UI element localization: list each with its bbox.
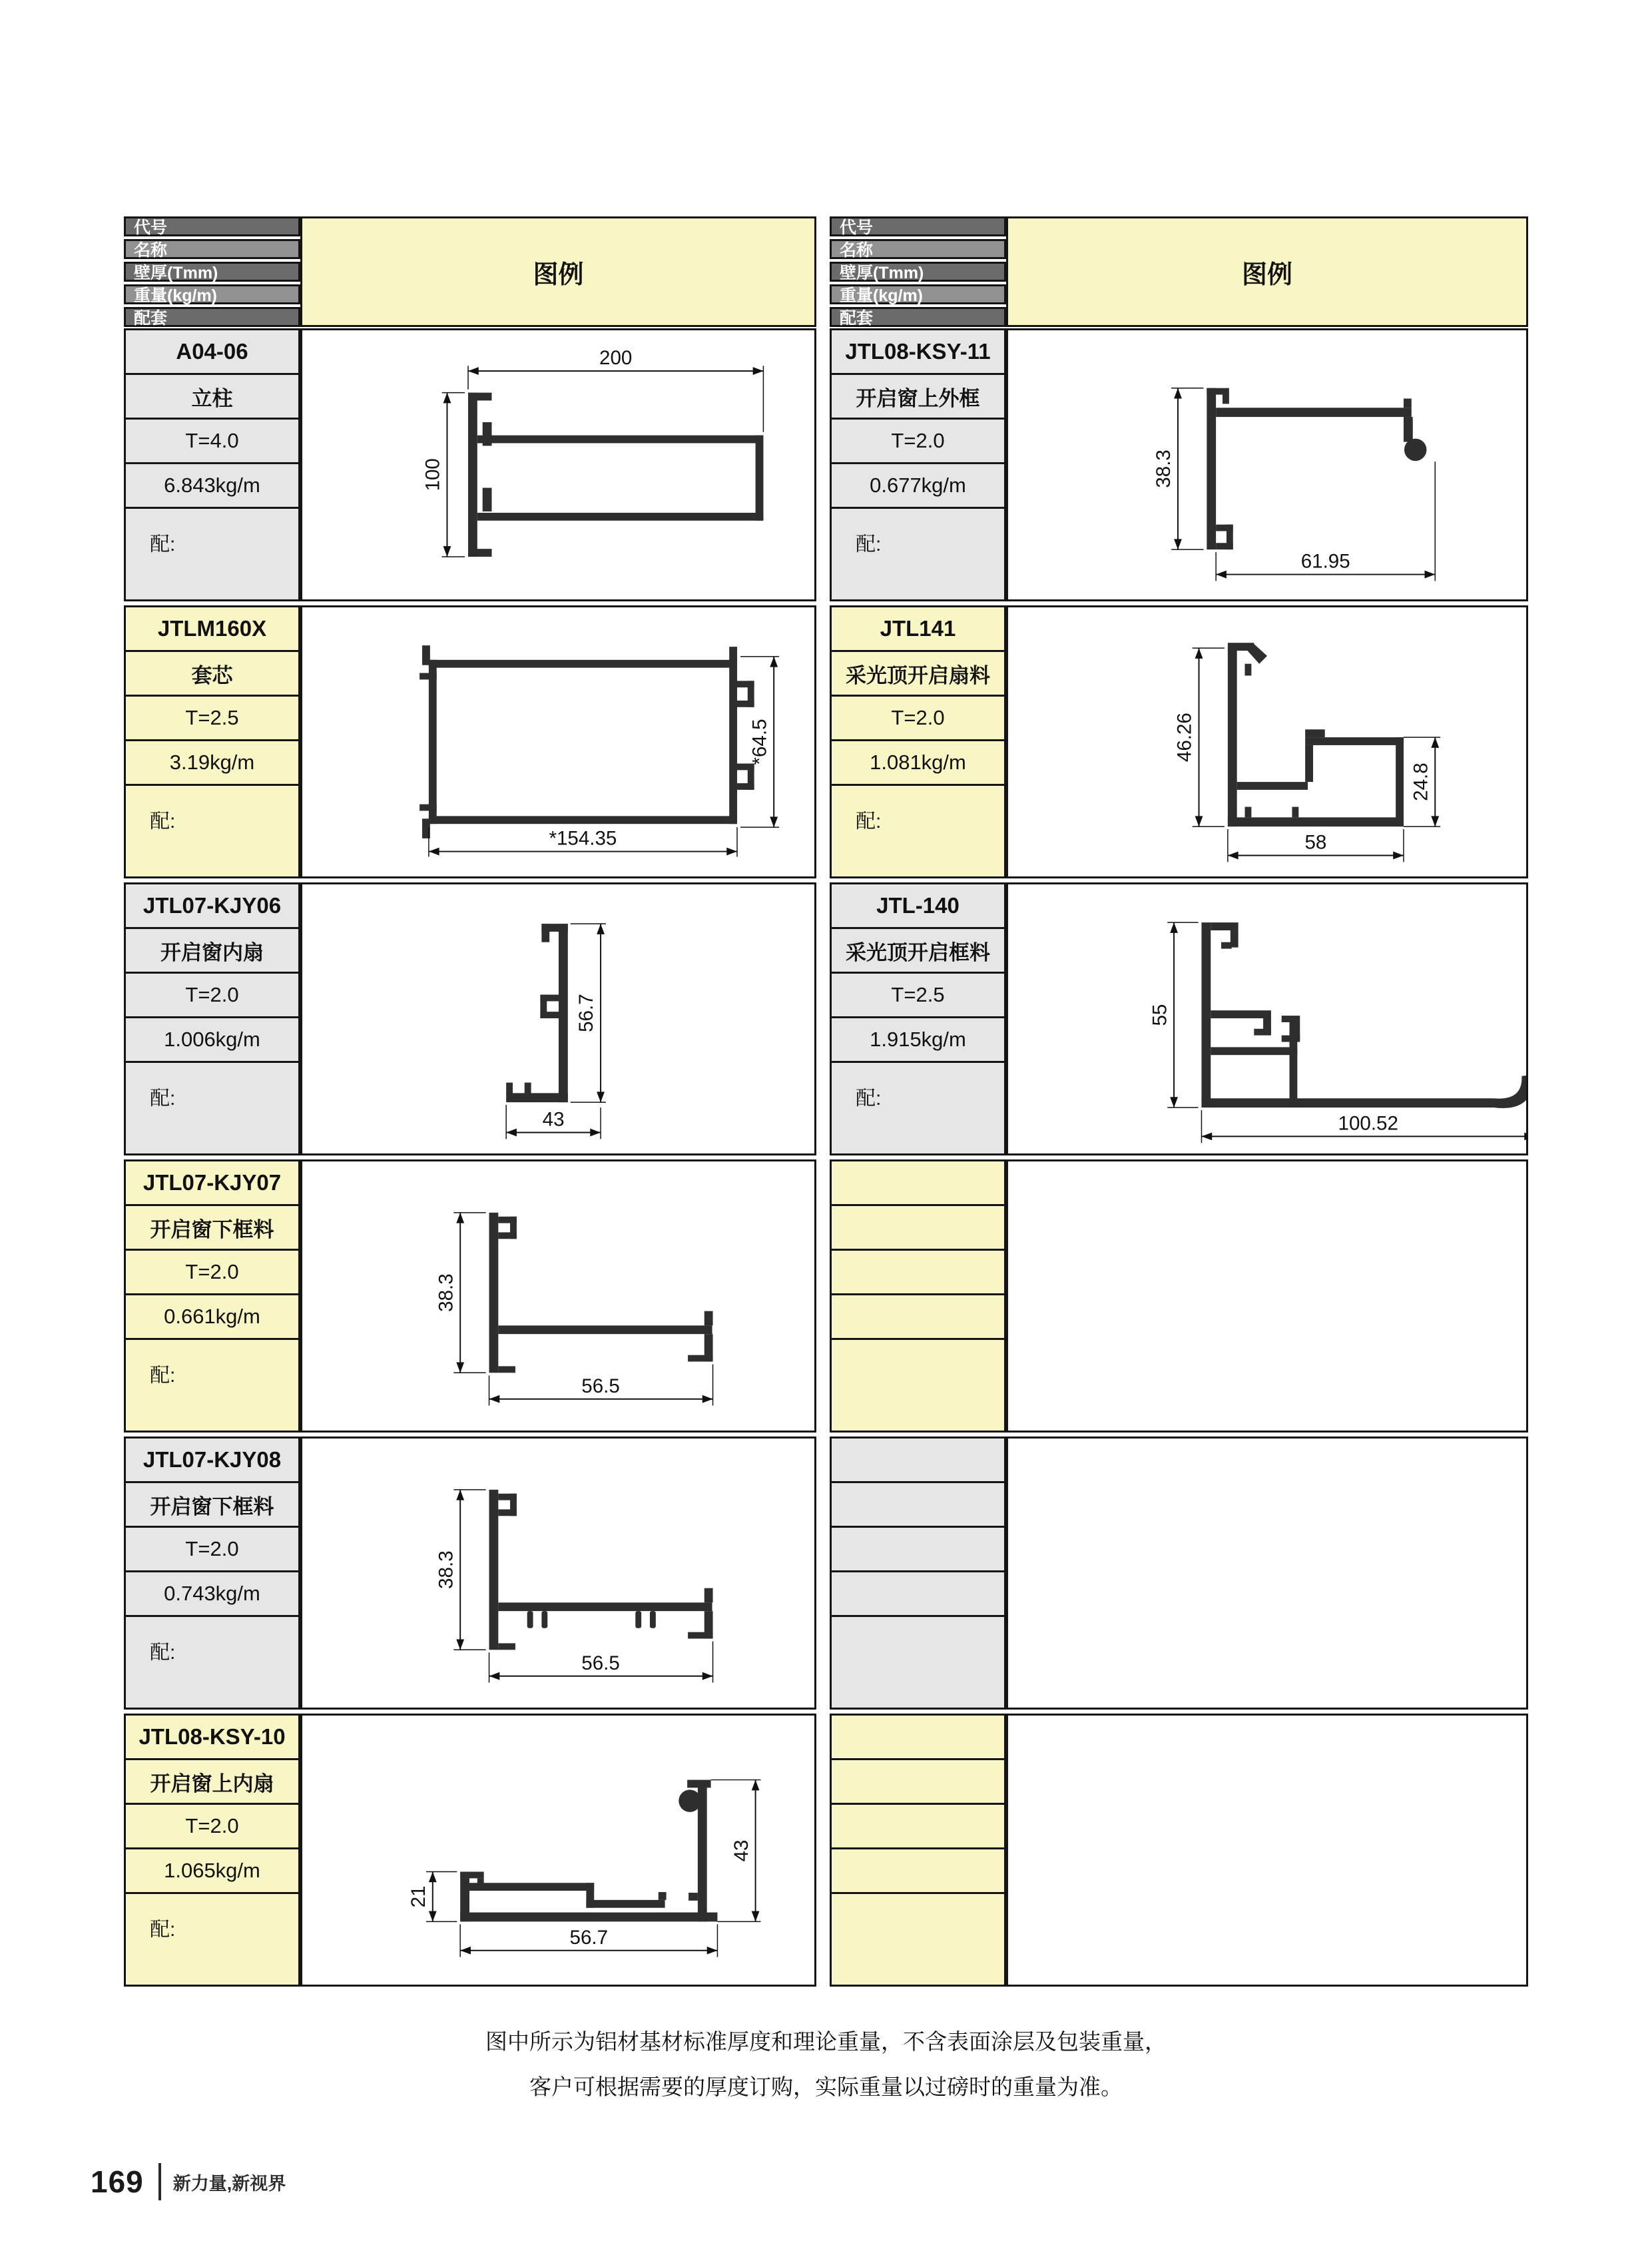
- profile-fit: [830, 1338, 1006, 1433]
- legend-header: 图例: [300, 216, 816, 327]
- footer-divider: [158, 2163, 161, 2200]
- profile-diagram: [300, 1437, 816, 1710]
- profile-code: JTL07-KJY06: [124, 882, 300, 929]
- profile-block-empty-2: [830, 1437, 1528, 1710]
- profile-block-a04-06: [124, 328, 816, 601]
- profile-code: [830, 1159, 1006, 1206]
- profile-fit: 配:: [124, 784, 300, 878]
- profile-code: JTL141: [830, 605, 1006, 652]
- profile-block-jtl07-kjy08: [124, 1437, 816, 1710]
- profile-name: [830, 1758, 1006, 1805]
- profile-diagram: [300, 882, 816, 1155]
- profile-weight: 1.081kg/m: [830, 739, 1006, 786]
- cross-section-drawing-jtl141: [1008, 607, 1526, 876]
- header-cell-thickness: 壁厚(Tmm): [830, 262, 1006, 282]
- profile-name: 开启窗内扇: [124, 927, 300, 974]
- profile-block-jtl07-kjy06: [124, 882, 816, 1155]
- profile-name: 采光顶开启扇料: [830, 650, 1006, 697]
- profile-thickness: T=4.0: [124, 418, 300, 464]
- profile-block-jtlm160x: [124, 605, 816, 878]
- profile-name: 开启窗上内扇: [124, 1758, 300, 1805]
- profile-fit: [830, 1615, 1006, 1710]
- profile-weight: 1.915kg/m: [830, 1016, 1006, 1063]
- profile-code: JTL07-KJY08: [124, 1437, 300, 1483]
- brand-slogan: 新力量,新视界: [172, 2173, 286, 2194]
- profile-thickness: T=2.0: [124, 972, 300, 1018]
- dim-height-right: 43: [730, 1839, 752, 1862]
- dim-height: *64.5: [748, 719, 771, 765]
- profile-fit: 配:: [124, 1338, 300, 1433]
- profile-fit: 配:: [124, 1061, 300, 1155]
- header-cell-name: 名称: [124, 239, 300, 259]
- profile-name: 开启窗下框料: [124, 1481, 300, 1528]
- dim-height: 38.3: [1153, 450, 1175, 488]
- header-cell-name: 名称: [830, 239, 1006, 259]
- profile-diagram: [300, 605, 816, 878]
- legend-header: 图例: [1006, 216, 1528, 327]
- profile-diagram-empty: [1006, 1159, 1528, 1433]
- profile-name: 套芯: [124, 650, 300, 697]
- profile-fit: 配:: [124, 1615, 300, 1710]
- cross-section-drawing-jtl-140: [1008, 884, 1526, 1153]
- cross-section-drawing-jtl07-kjy08: [302, 1439, 814, 1708]
- profile-weight: [830, 1847, 1006, 1894]
- dim-width: 56.5: [581, 1652, 620, 1674]
- cross-section-drawing-jtl08-ksy-11: [1008, 330, 1526, 599]
- dim-width: *154.35: [549, 827, 617, 850]
- profile-code: JTL08-KSY-11: [830, 328, 1006, 375]
- profile-fit: 配:: [830, 784, 1006, 878]
- profile-name: 立柱: [124, 373, 300, 420]
- profile-code: A04-06: [124, 328, 300, 375]
- profile-code: JTLM160X: [124, 605, 300, 652]
- dim-width: 56.5: [581, 1375, 620, 1397]
- profile-fit: [830, 1892, 1006, 1987]
- profile-code: JTL07-KJY07: [124, 1159, 300, 1206]
- profile-name: 开启窗下框料: [124, 1204, 300, 1251]
- profile-name: 采光顶开启框料: [830, 927, 1006, 974]
- profile-thickness: T=2.0: [830, 695, 1006, 741]
- header-cell-weight: 重量(kg/m): [830, 284, 1006, 304]
- cross-section-drawing-jtlm160x: [302, 607, 814, 876]
- profile-block-jtl07-kjy07: [124, 1159, 816, 1433]
- profile-weight: 6.843kg/m: [124, 462, 300, 509]
- profile-thickness: T=2.0: [124, 1249, 300, 1295]
- header-cell-fit: 配套: [124, 307, 300, 327]
- header-cell-fit: 配套: [830, 307, 1006, 327]
- profile-diagram-empty: [1006, 1714, 1528, 1987]
- profile-diagram: [300, 1159, 816, 1433]
- profile-fit: 配:: [124, 1892, 300, 1987]
- profile-thickness: T=2.0: [830, 418, 1006, 464]
- dim-height: 55: [1149, 1004, 1171, 1026]
- profile-weight: [830, 1293, 1006, 1340]
- dim-height-left: 46.26: [1173, 713, 1196, 763]
- dim-width: 100.52: [1338, 1112, 1398, 1135]
- cross-section-drawing-jtl07-kjy07: [302, 1161, 814, 1431]
- profile-block-jtl141: [830, 605, 1528, 878]
- profile-thickness: [830, 1803, 1006, 1849]
- profile-diagram: [1006, 882, 1528, 1155]
- profile-weight: 1.065kg/m: [124, 1847, 300, 1894]
- cross-section-drawing-jtl08-ksy-10: [302, 1716, 814, 1985]
- profile-diagram: [1006, 328, 1528, 601]
- profile-diagram: [300, 328, 816, 601]
- profile-name: [830, 1204, 1006, 1251]
- dim-height: 38.3: [435, 1550, 457, 1589]
- profile-diagram: [300, 1714, 816, 1987]
- dim-height: 100: [421, 458, 444, 491]
- header-cell-weight: 重量(kg/m): [124, 284, 300, 304]
- dim-width: 43: [542, 1108, 565, 1131]
- page-footer: [91, 2163, 286, 2200]
- profile-weight: 3.19kg/m: [124, 739, 300, 786]
- page-number: 169: [91, 2164, 144, 2199]
- dim-width: 56.7: [569, 1926, 609, 1949]
- dim-height: 56.7: [575, 994, 598, 1032]
- profile-weight: [830, 1570, 1006, 1617]
- profile-fit: 配:: [830, 1061, 1006, 1155]
- profile-thickness: T=2.5: [124, 695, 300, 741]
- profile-diagram-empty: [1006, 1437, 1528, 1710]
- profile-code: [830, 1437, 1006, 1483]
- profile-thickness: [830, 1526, 1006, 1572]
- dim-width: 200: [599, 347, 633, 370]
- profile-thickness: T=2.0: [124, 1803, 300, 1849]
- profile-block-jtl-140: [830, 882, 1528, 1155]
- footer-note-line2: 客户可根据需要的厚度订购，实际重量以过磅时的重量为准。: [529, 2075, 1123, 2099]
- header-cell-code: 代号: [830, 216, 1006, 236]
- profile-weight: 0.677kg/m: [830, 462, 1006, 509]
- footer-note-line1: 图中所示为铝材基材标准厚度和理论重量，不含表面涂层及包装重量，: [485, 2029, 1167, 2054]
- header-cell-code: 代号: [124, 216, 300, 236]
- dim-height: 38.3: [435, 1273, 457, 1312]
- profile-fit: 配:: [124, 507, 300, 601]
- header-cell-thickness: 壁厚(Tmm): [124, 262, 300, 282]
- profile-thickness: T=2.0: [124, 1526, 300, 1572]
- profile-fit: 配:: [830, 507, 1006, 601]
- dim-width: 58: [1304, 831, 1327, 854]
- profile-thickness: [830, 1249, 1006, 1295]
- profile-block-empty-1: [830, 1159, 1528, 1433]
- profile-weight: 0.661kg/m: [124, 1293, 300, 1340]
- dim-height-left: 21: [407, 1885, 429, 1908]
- dim-width: 61.95: [1300, 550, 1350, 573]
- profile-block-jtl08-ksy-10: [124, 1714, 816, 1987]
- profile-block-empty-3: [830, 1714, 1528, 1987]
- profile-weight: 1.006kg/m: [124, 1016, 300, 1063]
- profile-thickness: T=2.5: [830, 972, 1006, 1018]
- dim-height-right: 24.8: [1410, 763, 1432, 801]
- cross-section-drawing-a04-06: [302, 330, 814, 599]
- profile-block-jtl08-ksy-11: [830, 328, 1528, 601]
- profile-code: JTL08-KSY-10: [124, 1714, 300, 1760]
- cross-section-drawing-jtl07-kjy06: [302, 884, 814, 1153]
- profile-name: 开启窗上外框: [830, 373, 1006, 420]
- profile-name: [830, 1481, 1006, 1528]
- profile-weight: 0.743kg/m: [124, 1570, 300, 1617]
- profile-code: [830, 1714, 1006, 1760]
- profile-diagram: [1006, 605, 1528, 878]
- profile-code: JTL-140: [830, 882, 1006, 929]
